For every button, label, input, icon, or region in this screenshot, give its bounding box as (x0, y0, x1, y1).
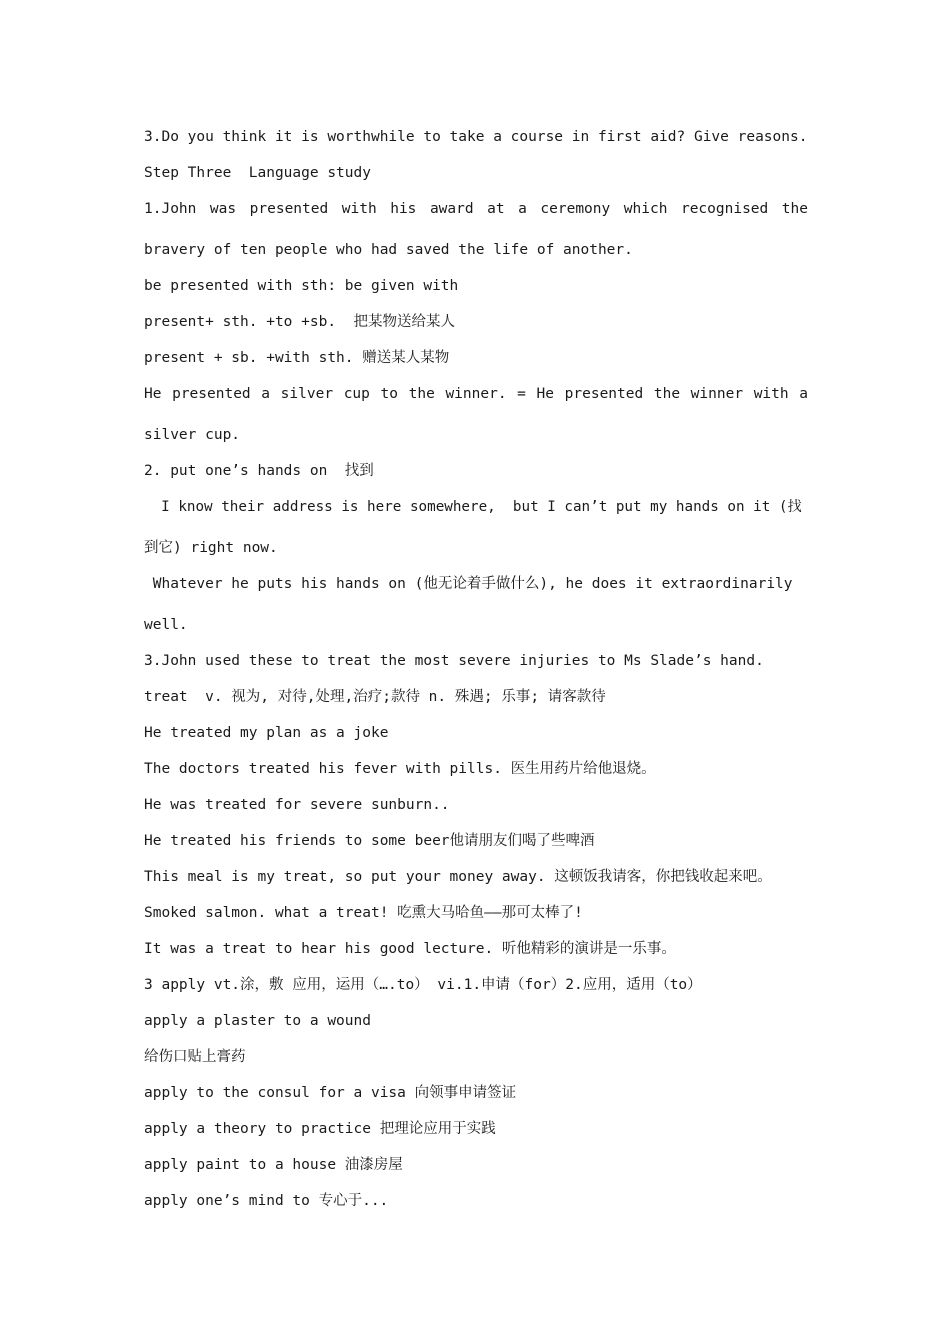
example-line: apply a plaster to a wound (144, 1013, 371, 1029)
example-line: He was treated for severe sunburn.. (144, 797, 450, 813)
text-line: present+ sth. +to +sb. 把某物送给某人 (144, 314, 456, 330)
item-heading: 3 apply vt.涂，敷 应用，运用（….to） vi.1.申请（for）2.应用，适用（to） (144, 977, 702, 993)
example-line: apply paint to a house 油漆房屋 (144, 1157, 403, 1173)
section-heading: Step Three Language study (144, 165, 371, 181)
example-line: well. (144, 617, 188, 633)
example-line: He presented a silver cup to the winner. = He presented the winner with a (144, 386, 808, 402)
example-line: 到它) right now. (144, 540, 278, 556)
example-line: apply one’s mind to 专心于... (144, 1193, 389, 1209)
text-line: be presented with sth: be given with (144, 278, 459, 294)
text-line: present + sb. +with sth. 赠送某人某物 (144, 350, 450, 366)
example-line: He treated my plan as a joke (144, 725, 389, 741)
sentence-line: 1.John was presented with his award at a ceremony which recognised the (144, 201, 808, 217)
example-line: Smoked salmon. what a treat! 吃熏大马哈鱼——那可太棒了! (144, 905, 583, 921)
example-line: Whatever he puts his hands on (他无论着手做什么), he does it extraordinarily (144, 576, 793, 592)
example-line: It was a treat to hear his good lecture. 听他精彩的演讲是一乐事。 (144, 941, 676, 957)
item-heading: 3.John used these to treat the most severe injuries to Ms Slade’s hand. (144, 653, 764, 669)
item-heading: 2. put one’s hands on 找到 (144, 463, 374, 479)
example-line: This meal is my treat, so put your money away. 这顿饭我请客，你把钱收起来吧。 (144, 869, 772, 885)
example-line: apply to the consul for a visa 向领事申请签证 (144, 1085, 517, 1101)
sentence-line: bravery of ten people who had saved the life of another. (144, 242, 633, 258)
example-line: He treated his friends to some beer他请朋友们喝了些啤酒 (144, 833, 595, 849)
question-line: 3.Do you think it is worthwhile to take a course in first aid? Give reasons. (144, 129, 808, 145)
example-line: apply a theory to practice 把理论应用于实践 (144, 1121, 496, 1137)
example-line: silver cup. (144, 427, 241, 443)
example-line: The doctors treated his fever with pills. 医生用药片给他退烧。 (144, 761, 656, 777)
definition-line: treat v. 视为, 对待,处理,治疗;款待 n. 殊遇; 乐事; 请客款待 (144, 689, 606, 705)
example-line: I know their address is here somewhere, but I can’t put my hands on it (找 (144, 499, 802, 515)
example-line: 给伤口贴上膏药 (144, 1049, 246, 1065)
